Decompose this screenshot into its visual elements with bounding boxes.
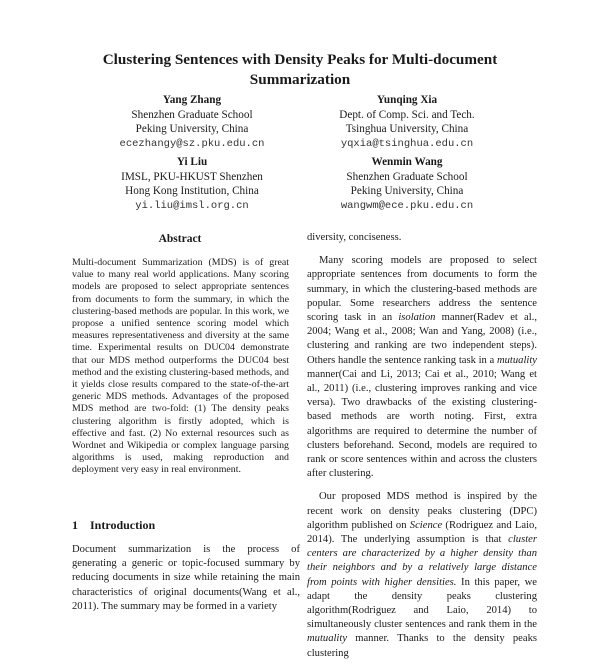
author-email: yqxia@tsinghua.edu.cn	[340, 137, 474, 150]
paragraph	[307, 490, 537, 660]
paragraph	[307, 254, 537, 481]
author-affiliation: Dept. of Comp. Sci. and Tech.	[339, 108, 475, 121]
paragraph: diversity, conciseness.	[307, 232, 402, 243]
emphasis: isolation	[398, 312, 436, 324]
section-number: 1	[72, 518, 78, 532]
author-name: Yang Zhang	[162, 94, 222, 106]
abstract-text: Multi-document Summarization (MDS) is of great value to many real world applications. Many scoring models are proposed to select appropriate sentences from documents to form the summary, in which the clustering-based methods are popular. In this work, we propose a unified sentence scoring model which measures representativeness and diversity at the same time. Experimental results on DUC04 demonstrate that our MDS method outperforms the DUC04 best method and the existing clustering-based methods, and it yields close results compared to the state-of-the-art generic MDS methods. Advantages of the proposed MDS method are two-fold: (1) The density peaks clustering algorithm is firstly adopted, which is effective and fast. (2) No external resources such as Wordnet and Wikipedia or complex language parsing algorithms is used, making reproduction and deployment very easy in real environment.	[72, 257, 289, 476]
text-run: In this paper, we adapt the density peaks clustering algorithm(Rodriguez and Laio, 2014) to simultaneously cluster sentences and rank them in the	[307, 576, 538, 631]
emphasis: mutuality	[496, 354, 537, 366]
author-block	[72, 155, 312, 213]
author-name: Yi Liu	[176, 156, 208, 168]
author-affiliation: Peking University, China	[350, 185, 464, 197]
introduction-text: Document summarization is the process of generating a generic or topic-focused summary by reducing documents in size while retaining the main characteristics of original documents(Wang et al., 2011). The summary may be formed in a variety	[72, 544, 300, 612]
text-run: manner(Cai and Li, 2013; Cai et al., 2010; Wang et al., 2011) (i.e., clustering improves ranking and vice versa). Two drawbacks of the existing clustering-based methods are worth noting. First, extra algorithms are required to determine the number of clusters beforehand. Second, models are required to rank or score sentences within and across the clusters after clustering.	[307, 368, 537, 480]
paper-title: Clustering Sentences with Density Peaks for Multi-document Summarization	[102, 51, 498, 88]
text-run: Our proposed MDS method is inspired by the recent work on density peaks clustering (DPC) algorithm published on	[307, 491, 537, 531]
emphasis: Science	[409, 519, 443, 531]
section-title: Introduction	[90, 518, 156, 532]
emphasis: mutuality	[307, 633, 348, 645]
author-block	[72, 93, 312, 151]
text-run: Many scoring models are proposed to select appropriate sentences from documents to form the summary, in which the clustering-based methods are popular. Some researchers address the sentence scoring task in an	[307, 255, 537, 324]
author-affiliation: IMSL, PKU-HKUST Shenzhen	[121, 170, 263, 183]
abstract-heading: Abstract	[158, 233, 202, 245]
right-column	[307, 231, 537, 670]
text-run: (Rodriguez and Laio, 2014). The underlying assumption is that	[307, 519, 537, 546]
author-email: ecezhangy@sz.pku.edu.cn	[119, 137, 265, 150]
emphasis: cluster centers are characterized by a higher density than their neighbors and by a relatively large distance from points with higher densities.	[307, 534, 537, 588]
author-name: Yunqing Xia	[376, 94, 438, 106]
author-block	[287, 155, 527, 213]
author-email: wangwm@ece.pku.edu.cn	[340, 199, 474, 212]
author-name: Wenmin Wang	[371, 156, 443, 168]
author-email: yi.liu@imsl.org.cn	[135, 199, 249, 212]
author-affiliation: Peking University, China	[135, 123, 249, 135]
author-affiliation: Shenzhen Graduate School	[131, 108, 253, 121]
author-affiliation: Shenzhen Graduate School	[346, 170, 468, 183]
text-run: manner(Radev et al., 2004; Wang et al., 2008; Wan and Yang, 2008) (i.e., clustering and ranking are two independent steps). Others handle the sentence ranking task in a	[307, 312, 537, 366]
section-heading	[72, 518, 155, 533]
author-affiliation: Tsinghua University, China	[345, 123, 469, 135]
author-block	[287, 93, 527, 151]
author-affiliation: Hong Kong Institution, China	[125, 185, 259, 197]
text-run: manner. Thanks to the density peaks clustering	[307, 633, 537, 659]
